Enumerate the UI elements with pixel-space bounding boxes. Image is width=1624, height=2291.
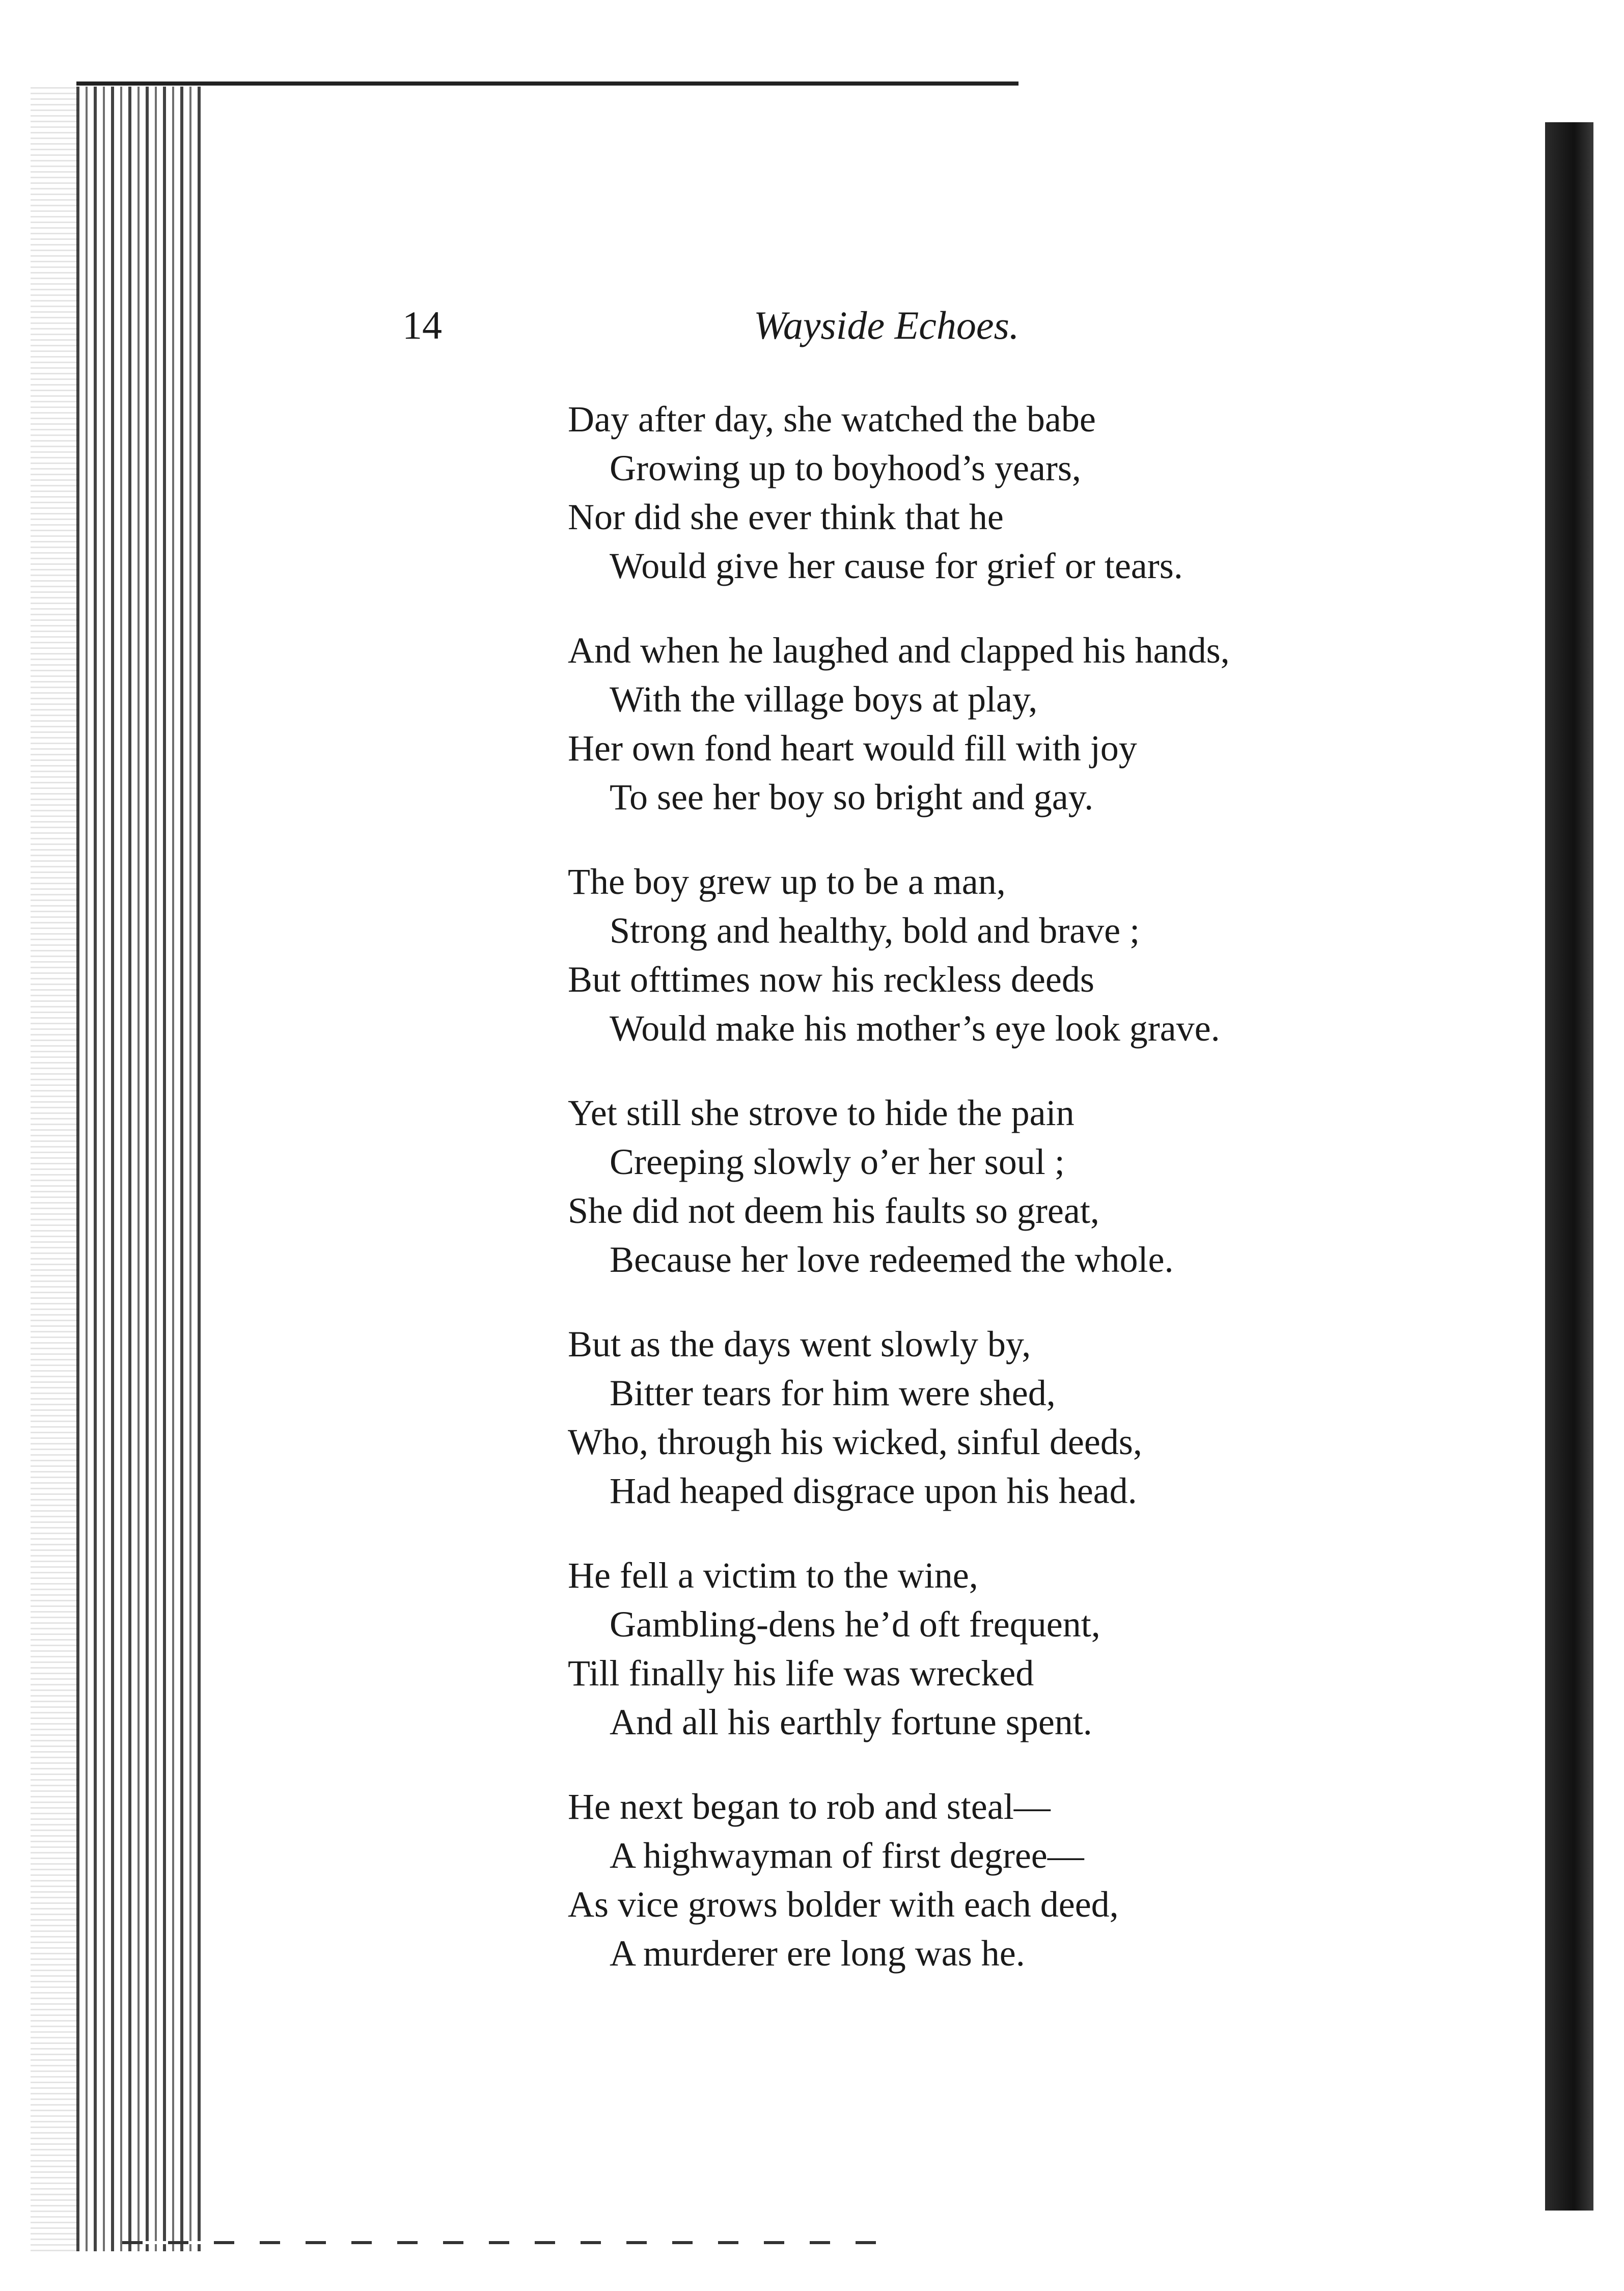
poem-line: Growing up to boyhood’s years, — [610, 448, 1081, 488]
poem-line: But as the days went slowly by, — [568, 1324, 1031, 1365]
running-title: Wayside Echoes. — [754, 303, 1020, 347]
poem-line: Would make his mother’s eye look grave. — [610, 1008, 1220, 1049]
poem-line: Who, through his wicked, sinful deeds, — [568, 1422, 1142, 1462]
top-scan-edge — [76, 81, 1019, 86]
poem-line: As vice grows bolder with each deed, — [568, 1884, 1119, 1925]
poem-line: Had heaped disgrace upon his head. — [610, 1470, 1137, 1511]
poem-line: The boy grew up to be a man, — [568, 861, 1006, 902]
poem-line: To see her boy so bright and gay. — [610, 777, 1094, 817]
stanza — [568, 1088, 1535, 1284]
stanza — [568, 395, 1535, 590]
stanza — [568, 1551, 1535, 1747]
poem-line: He fell a victim to the wine, — [568, 1555, 978, 1596]
poem-body — [568, 395, 1535, 2013]
poem-line: With the village boys at play, — [610, 679, 1038, 720]
poem-line: She did not deem his faults so great, — [568, 1190, 1099, 1231]
poem-line: And all his earthly fortune spent. — [610, 1702, 1092, 1742]
poem-line: Would give her cause for grief or tears. — [610, 546, 1183, 586]
book-binding-gutter — [76, 87, 204, 2251]
poem-line: And when he laughed and clapped his hands, — [568, 630, 1230, 671]
poem-line: Because her love redeemed the whole. — [610, 1239, 1174, 1280]
poem-line: Creeping slowly o’er her soul ; — [610, 1141, 1065, 1182]
poem-line: Yet still she strove to hide the pain — [568, 1093, 1075, 1133]
poem-line: Nor did she ever think that he — [568, 497, 1004, 537]
poem-line: Day after day, she watched the babe — [568, 399, 1096, 440]
poem-line: Till finally his life was wrecked — [568, 1653, 1034, 1694]
poem-line: Bitter tears for him were shed, — [610, 1373, 1056, 1413]
poem-line: A highwayman of first degree— — [610, 1835, 1084, 1876]
stanza — [568, 1782, 1535, 1978]
poem-line: But ofttimes now his reckless deeds — [568, 959, 1094, 1000]
poem-line: Strong and healthy, bold and brave ; — [610, 910, 1140, 951]
stanza — [568, 1320, 1535, 1515]
poem-line: A murderer ere long was he. — [610, 1933, 1025, 1974]
binding-speckle — [31, 87, 79, 2251]
right-page-edge — [1545, 122, 1593, 2211]
stanza — [568, 857, 1535, 1053]
poem-line: Her own fond heart would fill with joy — [568, 728, 1137, 769]
poem-line: Gambling-dens he’d oft frequent, — [610, 1604, 1100, 1645]
poem-line: He next began to rob and steal— — [568, 1786, 1051, 1827]
stanza — [568, 626, 1535, 822]
page-number: 14 — [402, 303, 442, 347]
bottom-scan-edge — [122, 2241, 886, 2244]
